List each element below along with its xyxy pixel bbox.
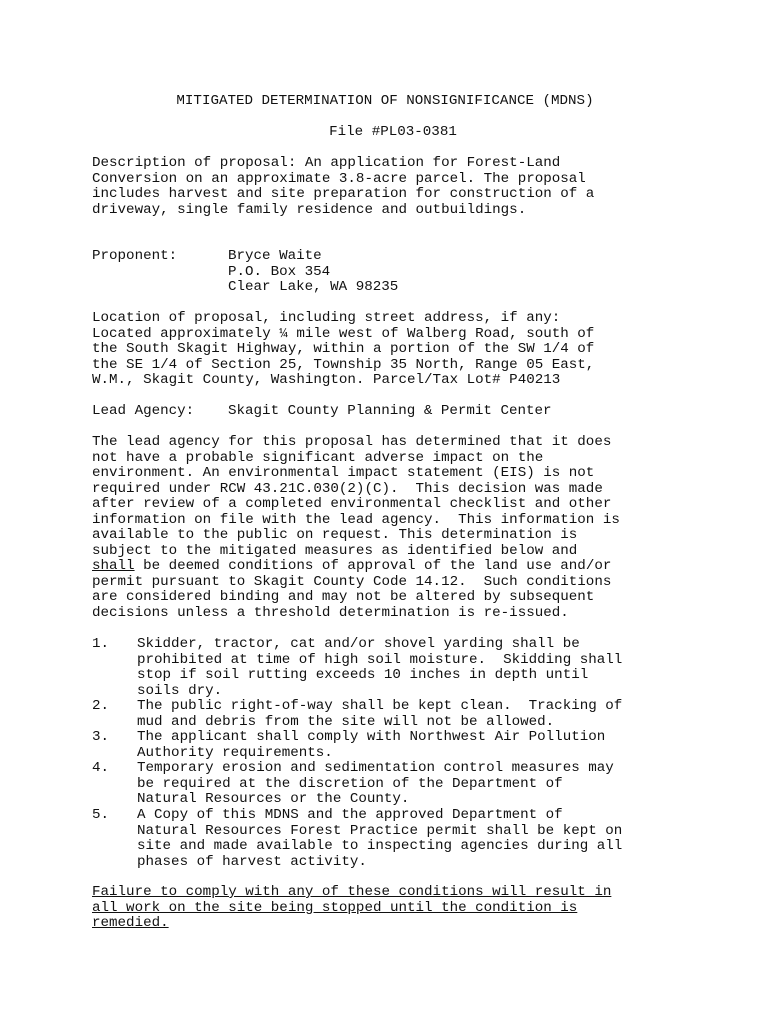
determination-line: The lead agency for this proposal has determined that it does [92, 434, 612, 450]
condition-text [137, 761, 614, 808]
condition-text [137, 730, 605, 761]
condition-line: prohibited at time of high soil moisture. Skidding shall [137, 651, 623, 668]
condition-number: 2. [92, 698, 110, 714]
determination-line: are considered binding and may not be altered by subsequent [92, 589, 595, 605]
warning-line: remedied. [92, 915, 169, 931]
determination-line: available to the public on request. This determination is [92, 527, 578, 543]
description-line: Conversion on an approximate 3.8-acre parcel. The proposal [92, 170, 586, 187]
condition-number: 5. [92, 807, 110, 823]
description-line: Description of proposal: An application for Forest-Land [92, 155, 561, 171]
proponent-address-line-2: Clear Lake, WA 98235 [228, 279, 399, 295]
condition-line: Skidder, tractor, cat and/or shovel yarding shall be [137, 636, 580, 652]
condition-line: be required at the discretion of the Department of [137, 775, 563, 792]
description-line: includes harvest and site preparation for construction of a [92, 186, 595, 202]
proponent-address-line-1: P.O. Box 354 [228, 263, 331, 280]
condition-line: soils dry. [137, 682, 223, 699]
condition-line: mud and debris from the site will not be allowed. [137, 713, 555, 730]
condition-line: stop if soil rutting exceeds 10 inches in depth until [137, 667, 589, 683]
shall-underlined: shall [92, 558, 135, 574]
condition-line: Natural Resources Forest Practice permit shall be kept on [137, 822, 623, 839]
warning-line: all work on the site being stopped until the condition is [92, 899, 578, 916]
location-line: the South Skagit Highway, within a portion of the SW 1/4 of [92, 341, 595, 357]
condition-line: The public right-of-way shall be kept clean. Tracking of [137, 698, 623, 714]
determination-line: information on file with the lead agency. This information is [92, 511, 620, 528]
determination-line: not have a probable significant adverse impact on the [92, 449, 544, 466]
shall-line-rest: be deemed conditions of approval of the land use and/or [134, 558, 612, 574]
determination-paragraph [92, 435, 620, 621]
file-number: File #PL03-0381 [329, 124, 457, 140]
proponent-name: Bryce Waite [228, 248, 322, 264]
warning-paragraph [92, 885, 611, 932]
location-paragraph [92, 311, 594, 389]
condition-line: A Copy of this MDNS and the approved Department of [137, 807, 563, 823]
location-line: Located approximately ¼ mile west of Walberg Road, south of [92, 325, 595, 342]
proponent-label: Proponent: [92, 248, 178, 264]
lead-agency-label: Lead Agency: [92, 403, 195, 419]
condition-line: phases of harvest activity. [137, 853, 367, 870]
lead-agency-value: Skagit County Planning & Permit Center [228, 403, 552, 419]
condition-text [137, 699, 622, 730]
warning-line: Failure to comply with any of these conditions will result in [92, 884, 612, 900]
condition-line: Natural Resources or the County. [137, 791, 410, 807]
determination-line: environment. An environmental impact statement (EIS) is not [92, 465, 595, 481]
determination-line: required under RCW 43.21C.030(2)(C). This decision was made [92, 480, 603, 497]
document-title: MITIGATED DETERMINATION OF NONSIGNIFICANCE (MDNS) [176, 93, 594, 109]
determination-line: subject to the mitigated measures as identified below and [92, 542, 578, 559]
condition-line: The applicant shall comply with Northwest Air Pollution [137, 729, 606, 745]
location-line: W.M., Skagit County, Washington. Parcel/Tax Lot# P40213 [92, 372, 561, 388]
condition-number: 1. [92, 636, 110, 652]
condition-line: Temporary erosion and sedimentation control measures may [137, 760, 614, 776]
determination-shall-line [92, 559, 620, 575]
condition-line: Authority requirements. [137, 744, 333, 761]
condition-text [137, 637, 622, 699]
location-line: Location of proposal, including street address, if any: [92, 310, 561, 326]
description-line: driveway, single family residence and outbuildings. [92, 201, 527, 218]
location-line: the SE 1/4 of Section 25, Township 35 North, Range 05 East, [92, 356, 595, 373]
determination-line: permit pursuant to Skagit County Code 14.12. Such conditions [92, 573, 612, 590]
condition-number: 3. [92, 729, 110, 745]
condition-text [137, 808, 622, 870]
condition-number: 4. [92, 760, 110, 776]
condition-line: site and made available to inspecting agencies during all [137, 838, 623, 854]
determination-line: after review of a completed environmental checklist and other [92, 496, 612, 512]
determination-line: decisions unless a threshold determination is re-issued. [92, 604, 569, 621]
description-paragraph [92, 156, 594, 218]
